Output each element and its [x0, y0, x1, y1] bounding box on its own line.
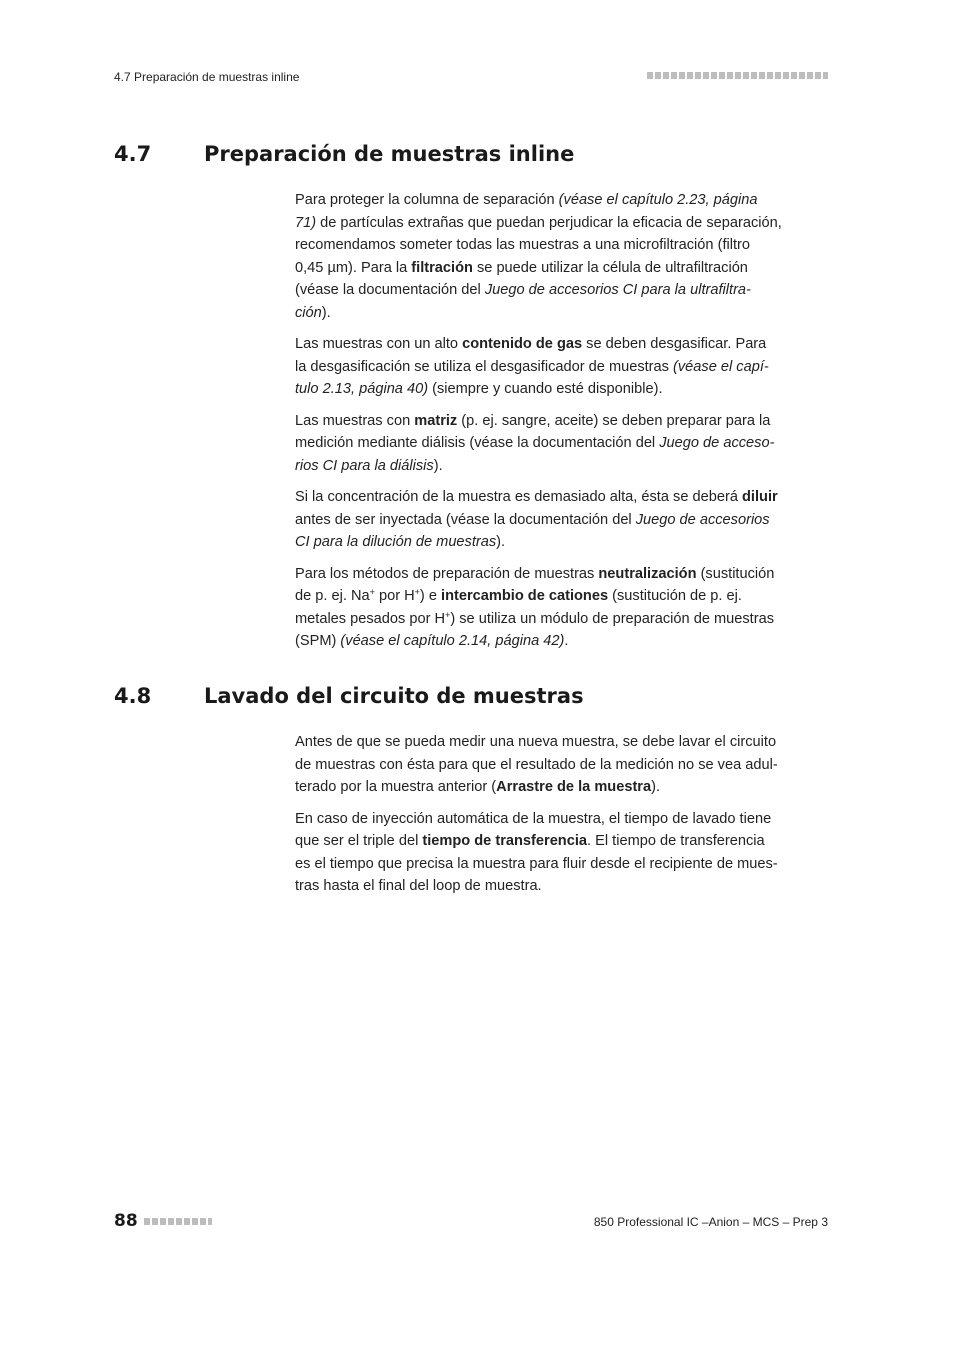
bold-term: tiempo de transferencia	[422, 833, 588, 849]
italic-text: (véase el capítulo 2.14, página 42)	[340, 633, 565, 649]
text-line	[295, 410, 829, 433]
text-line	[295, 754, 829, 777]
text-run: En caso de inyección automática de la muestra, el tiempo de lavado tiene	[295, 810, 772, 827]
section-body-4-8	[295, 731, 829, 907]
footer-decoration	[144, 1218, 212, 1225]
italic-text: 71)	[295, 214, 317, 231]
text-line	[295, 608, 829, 631]
paragraph	[295, 563, 829, 653]
text-line	[295, 776, 829, 799]
text-line	[295, 531, 829, 554]
section-title: Lavado del circuito de muestras	[204, 684, 584, 708]
text-run: medición mediante diálisis (véase la documentación del	[295, 435, 660, 451]
italic-text: Juego de accesorios	[635, 511, 770, 528]
text-run: recomendamos someter todas las muestras a una microfiltración (filtro	[295, 237, 751, 253]
text-run: Las muestras con un alto	[295, 336, 463, 352]
text-line	[295, 189, 829, 212]
text-run: ).	[496, 534, 506, 550]
text-line	[295, 731, 829, 754]
text-line	[295, 302, 829, 325]
superscript: +	[369, 587, 375, 597]
section-heading-4-8	[114, 684, 584, 708]
text-run: (siempre y cuando esté disponible).	[428, 381, 663, 397]
section-heading-4-7	[114, 142, 574, 166]
text-run: de partículas extrañas que puedan perjudicar la eficacia de separación,	[316, 214, 782, 231]
text-run: (sustitución de p. ej.	[608, 588, 742, 604]
text-line	[295, 212, 829, 235]
text-run: ).	[651, 779, 661, 795]
text-run: se deben desgasificar. Para	[582, 336, 767, 352]
italic-text: (véase el capí-	[673, 358, 769, 375]
text-line	[295, 875, 829, 898]
text-run: ).	[321, 304, 331, 321]
text-run: 0,45 µm). Para la	[295, 259, 412, 276]
italic-text: rios CI para la diálisis	[295, 457, 434, 474]
section-title: Preparación de muestras inline	[204, 142, 575, 166]
text-run: Antes de que se pueda medir una nueva muestra, se debe lavar el circuito	[295, 734, 777, 750]
paragraph	[295, 410, 829, 478]
section-body-4-7	[295, 189, 829, 662]
text-run: antes de ser inyectada (véase la documentación del	[295, 511, 636, 528]
paragraph	[295, 731, 829, 799]
text-line	[295, 455, 829, 478]
text-run: . El tiempo de transferencia	[587, 833, 765, 849]
section-number: 4.7	[114, 142, 152, 166]
bold-term: diluir	[742, 489, 778, 505]
text-run: (p. ej. sangre, aceite) se deben preparar para la	[457, 412, 771, 429]
header-decoration	[647, 72, 828, 79]
text-run: Si la concentración de la muestra es demasiado alta, ésta se deberá	[295, 489, 742, 505]
text-line	[295, 853, 829, 876]
text-run: que ser el triple del	[295, 833, 423, 849]
bold-term: contenido de gas	[462, 336, 583, 352]
page-number: 88	[114, 1211, 138, 1231]
bold-term: matriz	[414, 412, 458, 429]
italic-text: Juego de acceso-	[659, 435, 775, 451]
text-run: es el tiempo que precisa la muestra para fluir desde el recipiente de mues-	[295, 855, 778, 872]
superscript: +	[445, 609, 451, 620]
text-run: la desgasificación se utiliza el desgasificador de muestras	[295, 358, 674, 375]
text-run: de muestras con ésta para que el resultado de la medición no se vea adul-	[295, 756, 778, 773]
text-run: metales pesados por H	[295, 610, 446, 627]
text-line	[295, 257, 829, 280]
bold-term: filtración	[411, 259, 473, 276]
text-line	[295, 279, 829, 302]
italic-text: ción	[295, 304, 322, 321]
section-number: 4.8	[114, 684, 152, 708]
text-line	[295, 630, 829, 653]
text-line	[295, 830, 829, 853]
superscript: +	[414, 587, 420, 597]
italic-text: (véase el capítulo 2.23, página	[558, 192, 758, 208]
italic-text: CI para la dilución de muestras	[295, 534, 497, 550]
text-run: de p. ej. Na	[295, 588, 370, 604]
text-line	[295, 378, 829, 401]
text-line	[295, 333, 829, 356]
text-line	[295, 509, 829, 532]
paragraph	[295, 333, 829, 401]
italic-text: Juego de accesorios CI para la ultrafiltra-	[484, 282, 751, 298]
footer-title: 850 Professional IC –Anion – MCS – Prep 3	[593, 1215, 828, 1229]
italic-text: tulo 2.13, página 40)	[295, 381, 429, 397]
running-header: 4.7 Preparación de muestras inline	[114, 70, 300, 84]
text-line	[295, 234, 829, 257]
text-run: (SPM)	[295, 633, 341, 649]
text-run: (véase la documentación del	[295, 282, 485, 298]
text-run: (sustitución	[696, 565, 775, 582]
paragraph	[295, 189, 829, 324]
paragraph	[295, 808, 829, 898]
text-run: Para proteger la columna de separación	[295, 192, 559, 208]
text-run: ) se utiliza un módulo de preparación de muestras	[450, 610, 775, 627]
text-run: .	[564, 633, 569, 649]
text-run: ) e	[419, 588, 442, 604]
text-run: tras hasta el final del loop de muestra.	[295, 878, 542, 894]
text-line	[295, 808, 829, 831]
paragraph	[295, 486, 829, 554]
bold-term: Arrastre de la muestra	[496, 779, 652, 795]
text-line	[295, 585, 829, 608]
text-run: Para los métodos de preparación de muestras	[295, 565, 599, 582]
text-run: por H	[374, 588, 415, 604]
text-run: se puede utilizar la célula de ultrafiltración	[472, 259, 748, 276]
text-line	[295, 563, 829, 586]
text-line	[295, 486, 829, 509]
text-run: Las muestras con	[295, 412, 415, 429]
bold-term: intercambio de cationes	[441, 588, 609, 604]
bold-term: neutralización	[598, 565, 697, 582]
text-run: ).	[433, 457, 443, 474]
text-run: terado por la muestra anterior (	[295, 779, 497, 795]
text-line	[295, 432, 829, 455]
text-line	[295, 356, 829, 379]
